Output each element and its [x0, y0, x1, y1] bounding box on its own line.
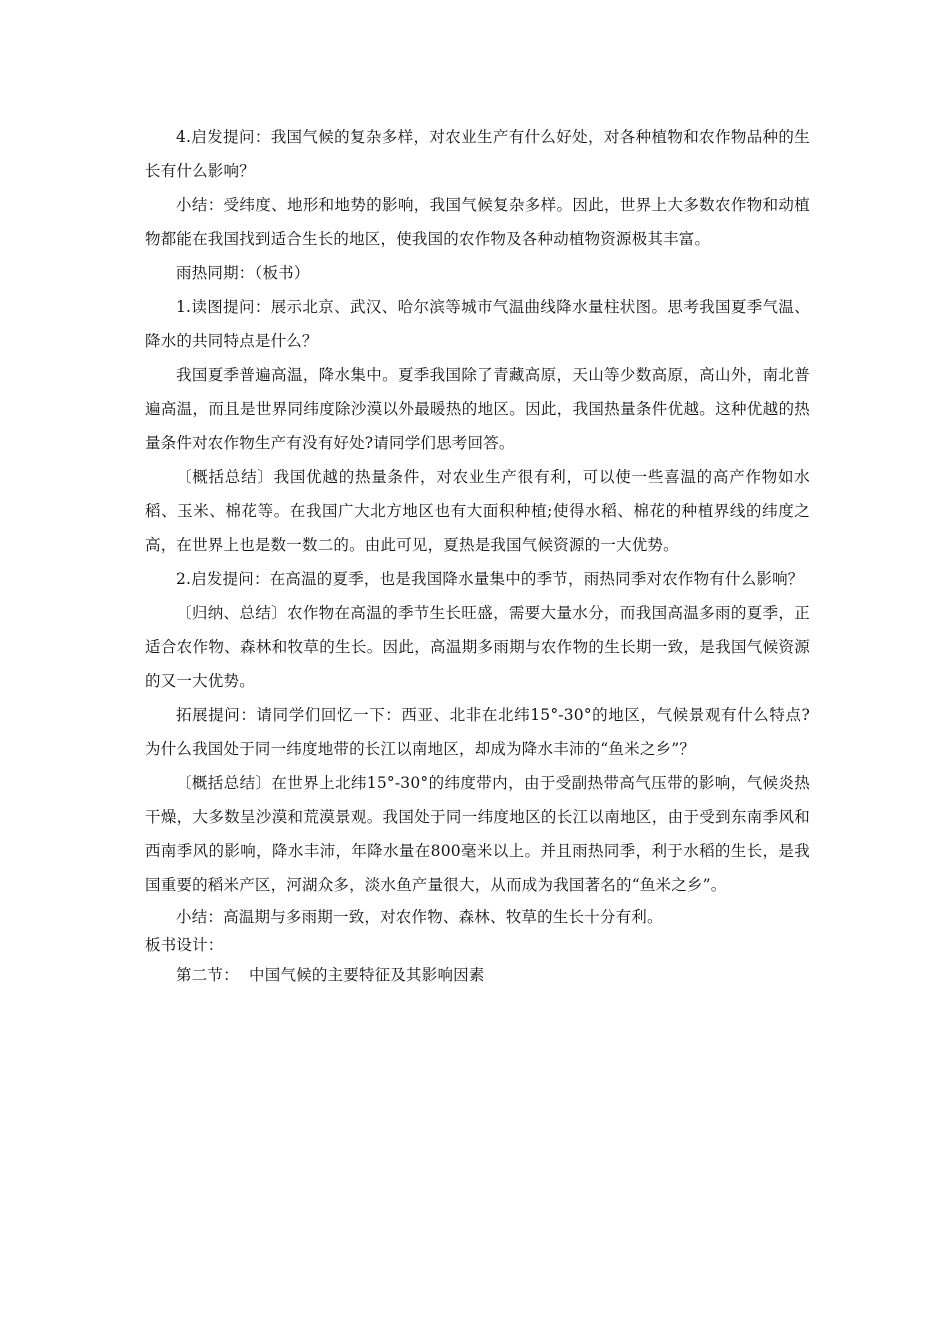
paragraph-extension-question: 拓展提问：请同学们回忆一下：西亚、北非在北纬15°-30°的地区，气候景观有什么特点?为什么我国处于同一纬度地带的长江以南地区，却成为降水丰沛的“鱼米之乡”？	[145, 706, 810, 758]
paragraph-summary-1: 小结：受纬度、地形和地势的影响，我国气候复杂多样。因此，世界上大多数农作物和动植物都能在我国找到适合生长的地区，使我国的农作物及各种动植物资源极其丰富。	[145, 196, 810, 248]
paragraph-summary-2: 小结：高温期与多雨期一致，对农作物、森林、牧草的生长十分有利。	[176, 908, 663, 926]
paragraph-conclusion-rain: 〔归纳、总结〕农作物在高温的季节生长旺盛，需要大量水分，而我国高温多雨的夏季，正适合农作物、森林和牧草的生长。因此，高温期多雨期与农作物的生长期一致，是我国气候资源的又一大优势。	[145, 604, 810, 690]
paragraph-summer-heat: 我国夏季普遍高温，降水集中。夏季我国除了青藏高原，天山等少数高原，高山外，南北普遍高温，而且是世界同纬度除沙漠以外最暖热的地区。因此，我国热量条件优越。这种优越的热量条件对农作物生产有没有好处?请同学们思考回答。	[145, 366, 810, 452]
paragraph-conclusion-heat: 〔概括总结〕我国优越的热量条件，对农业生产很有利，可以使一些喜温的高产作物如水稻、玉米、棉花等。在我国广大北方地区也有大面积种植;使得水稻、棉花的种植界线的纬度之高，在世界上也是数一数二的。由此可见，夏热是我国气候资源的一大优势。	[145, 468, 810, 554]
paragraph-heading-rain-heat: 雨热同期：（板书）	[176, 264, 310, 282]
paragraph-board-design: 板书设计：	[145, 936, 224, 954]
document-body	[145, 120, 810, 990]
paragraph-question-4: 4.启发提问：我国气候的复杂多样，对农业生产有什么好处，对各种植物和农作物品种的生长有什么影响？	[145, 128, 810, 180]
paragraph-question-2: 2.启发提问：在高温的夏季，也是我国降水量集中的季节，雨热同季对农作物有什么影响？	[176, 570, 804, 588]
paragraph-conclusion-latitude: 〔概括总结〕在世界上北纬15°-30°的纬度带内，由于受副热带高气压带的影响，气候炎热干燥，大多数呈沙漠和荒漠景观。我国处于同一纬度地区的长江以南地区，由于受到东南季风和西南季风的影响，降水丰沛，年降水量在800毫米以上。并且雨热同季，利于水稻的生长，是我国重要的稻米产区，河湖众多，淡水鱼产量很大，从而成为我国著名的“鱼米之乡”。	[145, 774, 810, 894]
paragraph-section-title: 第二节： 中国气候的主要特征及其影响因素	[176, 966, 485, 984]
paragraph-question-1: 1.读图提问：展示北京、武汉、哈尔滨等城市气温曲线降水量柱状图。思考我国夏季气温、降水的共同特点是什么？	[145, 298, 810, 350]
